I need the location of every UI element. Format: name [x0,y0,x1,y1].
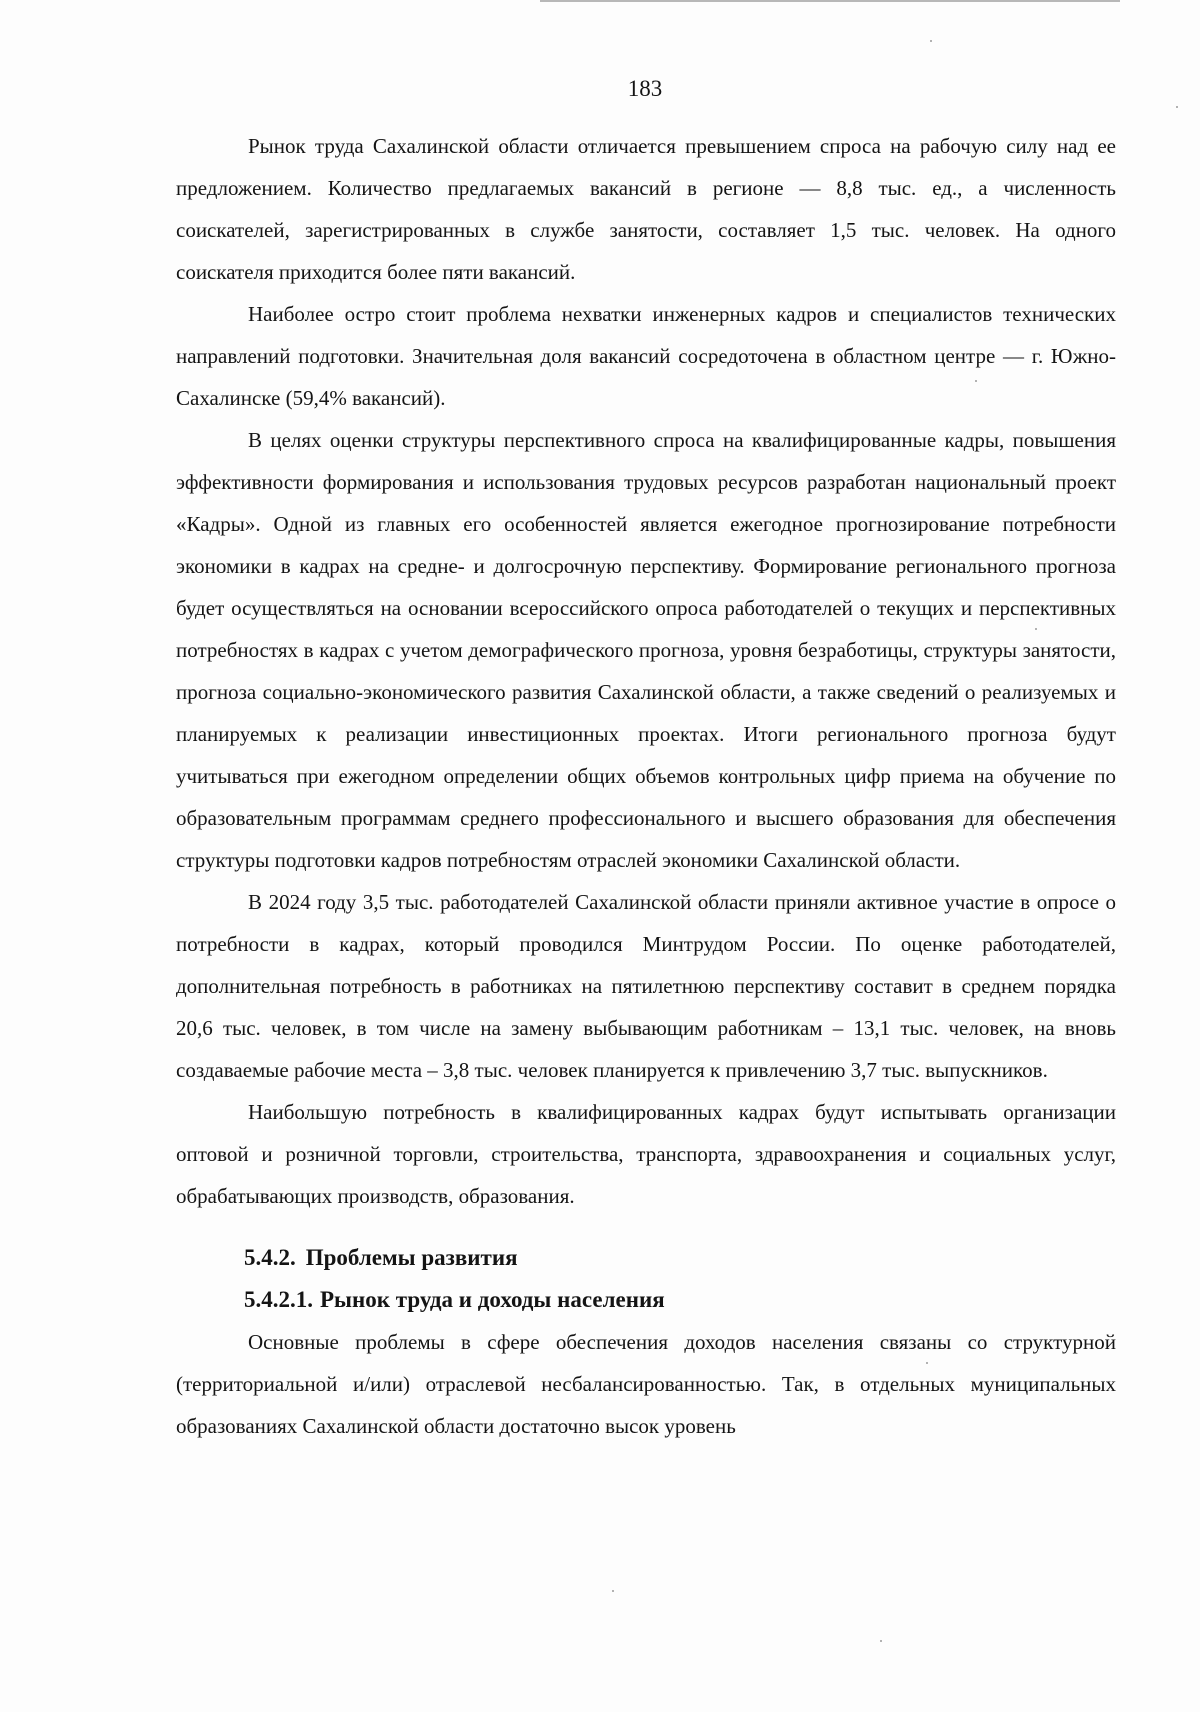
section-number: 5.4.2. [244,1245,296,1270]
section-heading [176,1237,1116,1279]
scan-speck [975,380,977,382]
scan-speck [926,1362,928,1364]
scan-speck [1176,106,1178,108]
subsection-number: 5.4.2.1. [244,1287,313,1312]
scan-edge-line [540,0,1120,2]
page-number: 183 [627,76,663,101]
subsection-title: Рынок труда и доходы населения [320,1287,665,1312]
subsection-heading [176,1279,1116,1321]
paragraph-labor-market: Рынок труда Сахалинской области отличается превышением спроса на рабочую силу над ее предложением. Количество предлагаемых вакансий в регионе — 8,8 тыс. ед., а численность соискателей, зарегистрированных в службе занятости, составляет 1,5 тыс. человек. На одного соискателя приходится более пяти вакансий. [176,134,1116,284]
paragraph-income-problems: Основные проблемы в сфере обеспечения доходов населения связаны со структурной (территориальной и/или) отраслевой несбалансированностью. Так, в отдельных муниципальных образованиях Сахалинской области достаточно высок уровень [176,1330,1116,1438]
scan-speck [612,1590,614,1592]
scan-speck [1035,628,1037,630]
paragraph-national-project: В целях оценки структуры перспективного спроса на квалифицированные кадры, повышения эффективности формирования и использования трудовых ресурсов разработан национальный проект «Кадры». Одной из главных его особенностей является ежегодное прогнозирование потребности экономики в кадрах на средне- и долгосрочную перспективу. Формирование регионального прогноза будет осуществляться на основании всероссийского опроса работодателей о текущих и перспективных потребностях в кадрах с учетом демографического прогноза, уровня безработицы, структуры занятости, прогноза социально-экономического развития Сахалинской области, а также сведений о реализуемых и планируемых к реализации инвестиционных проектах. Итоги регионального прогноза будут учитываться при ежегодном определении общих объемов контрольных цифр приема на обучение по образовательным программам среднего профессионального и высшего образования для обеспечения структуры подготовки кадров потребностям отраслей экономики Сахалинской области. [176,428,1116,872]
paragraph-industry-demand: Наибольшую потребность в квалифицированных кадрах будут испытывать организации оптовой и розничной торговли, строительства, транспорта, здравоохранения и социальных услуг, обрабатывающих производств, образования. [176,1100,1116,1208]
document-body [176,125,1116,1447]
paragraph-employer-survey: В 2024 году 3,5 тыс. работодателей Сахалинской области приняли активное участие в опросе о потребности в кадрах, который проводился Минтрудом России. По оценке работодателей, дополнительная потребность в работниках на пятилетнюю перспективу составит в среднем порядка 20,6 тыс. человек, в том числе на замену выбывающим работникам – 13,1 тыс. человек, на вновь создаваемые рабочие места – 3,8 тыс. человек планируется к привлечению 3,7 тыс. выпускников. [176,890,1116,1082]
section-title: Проблемы развития [305,1245,518,1270]
scan-speck [930,40,932,42]
scan-speck [880,1640,882,1642]
paragraph-engineering-shortage: Наиболее остро стоит проблема нехватки инженерных кадров и специалистов технических направлений подготовки. Значительная доля вакансий сосредоточена в областном центре — г. Южно-Сахалинске (59,4% вакансий). [176,302,1116,410]
